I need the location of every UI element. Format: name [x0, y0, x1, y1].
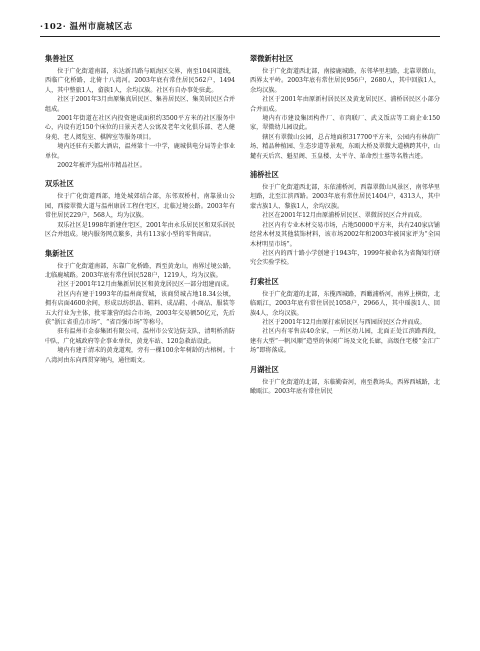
- body-paragraph: 社区于2001年12月由原打索居民区与西园居民区合并而成。: [262, 318, 426, 326]
- section-title: 浦桥社区: [250, 170, 279, 180]
- header-rule: [40, 36, 440, 37]
- body-paragraph: 社区于2001年3月由原集真居民区、集善居民区、集美居民区合并组成。: [45, 96, 235, 113]
- body-paragraph: 位于广化街道南部，东靠广化桥路，西至黄龙山，南界过境公路，北临鹿城路。2003年底有常住居民528户，1219人，均为汉族。: [45, 262, 235, 279]
- community-section: [45, 54, 235, 170]
- section-title: 月湖社区: [250, 364, 279, 374]
- body-paragraph: 位于广化街道西北部，东依浦桥河，西靠翠微山风景区，南邻华里坦路，北至江滨西路。2003年底有常住居民1404户，4313人，其中蒙古族1人、黎族1人，余均汉族。: [250, 184, 440, 210]
- community-section: [45, 179, 235, 239]
- body-paragraph: 社区内有建于1993年的温州商贸城，该商贸城占地18.34公顷，拥有店面4600余间，形成以纺织品、鞋料、成品鞋、小商品、服装等五大行业为主体，批零兼营的综合市场，2003年交易额50亿元，先后获“浙江省重点市场”、“省百强市场”等称号。: [45, 290, 235, 326]
- body-paragraph: 境内有市建设集团构件厂、市肉联厂、武义饭店等工商企业150家，翠微幼儿园设此。: [250, 115, 440, 132]
- body-paragraph: 境内还驻有天都大酒店，温州第十一中学，鹿城供电分局等企事业单位。: [45, 143, 235, 160]
- body-paragraph: 位于广化街道西部，地处城郊结合部，东邻双桥村，南靠景山公园，西接翠微大道与温州康居工程住宅区，北临过境公路。2003年有常住居民229户，568人，均为汉族。: [45, 193, 235, 220]
- running-header: ·102· 温州市鹿城区志: [40, 22, 133, 32]
- body-paragraph: 2001年街道在社区内投资建成面积约3500平方米的社区服务中心，内设有近150个床位的日景天老人公寓及老年文化俱乐部、老人健身苑、老人阅览室、棋牌室等服务项目。: [45, 115, 235, 141]
- body-paragraph: 双乐社区是1998年新建住宅区，2001年由永乐居民区和双乐居民区合并组成。境内服务网点繁多，共有113家小型的零售商店。: [45, 221, 235, 239]
- section-title: 集善社区: [45, 54, 74, 63]
- community-section: [250, 170, 440, 268]
- body-paragraph: 社区内的西十路小学创建于1943年，1999年被命名为省陶知行研究会实验学校。: [250, 249, 440, 267]
- body-paragraph: 社区于2001年由原新村居民区及黄龙居民区、浦桥居民区小部分合并而成。: [250, 96, 440, 113]
- body-paragraph: 社区在2001年12月由原浦桥居民区、翠微居民区合并而成。: [262, 212, 426, 220]
- body-paragraph: 位于广化街道的北部，东临勤奋河，南至教场头，西界西城路，北瞰瓯江。2003年底有常住居民: [250, 378, 440, 395]
- community-section: [45, 249, 235, 365]
- community-section: [250, 365, 440, 397]
- body-paragraph: 境内有建于清末的黄龙道观，旁有一棵100余年树龄的古榕树。十八湾河由东向西贯穿境内，通往瓯文。: [45, 347, 235, 364]
- body-paragraph: 位于广化街道的北部，东揽西城路，西瞰浦桥河，南界上横街，北临瓯江，2003年底有常住居民1058户，2966人，其中瑶族1人、回族4人，余均汉族。: [250, 290, 440, 317]
- section-title: 翠微新村社区: [250, 54, 294, 63]
- left-column: [45, 50, 235, 640]
- community-section: [250, 54, 440, 161]
- right-column: [250, 50, 440, 640]
- body-paragraph: 社区于2001年12月由集新居民区和黄龙居民区一部分组建而成。: [57, 281, 233, 289]
- section-title: 打索社区: [250, 276, 279, 286]
- section-title: 双乐社区: [45, 179, 74, 189]
- body-paragraph: 位于广化街道南部，东达新昌路与瓯海区交界，南至104国道线，西临广化桥路，北倚十八湾河。2003年底有常住居民562户，1494人，其中整旅1人，畲族1人，余均汉族。社区有自办事处驻此。: [45, 68, 235, 94]
- body-paragraph: 2002年被评为温州市精品社区。: [57, 162, 146, 170]
- body-paragraph: 位于广化街道西北部，南接鹿城路，东邻华里坦路，北靠翠微山，西界太平岭。2003年底有常住居民956户，2680人，其中回族1人，余均汉族。: [250, 68, 440, 94]
- body-paragraph: 社区内有专业木材交易市场，占地50000平方米，共有240家店铺经营木材及其他装饰材料，该市场2002年和2003年被国家评为“全国木材明星市场”。: [250, 221, 440, 248]
- body-paragraph: 社区内有零售店40余家，一所区幼儿园，北面正处江滨路西段，建有大型“一帆风顺”造型的休闲广场及文化长廊，高级住宅楼“金汇广场”即将落成。: [250, 328, 440, 355]
- body-paragraph: 驻有温州市金泰集团有限公司，温州市公安边防支队，清明桥消防中队，广化城政府等企事业单位，黄龙车站、120急救站设此。: [45, 328, 235, 345]
- community-section: [250, 277, 440, 356]
- section-title: 集新社区: [45, 248, 74, 258]
- body-paragraph: 辖区有翠微山公园，总占地面积317700平方米，公园内有林荫广场、精品种植园、生态步道等景观，东瓯大桥及翠微大道横跨其中，山麓有天后宫、魁星阁、玉皇楼、太平寺、革命烈士墓等名胜古迹。: [250, 133, 440, 160]
